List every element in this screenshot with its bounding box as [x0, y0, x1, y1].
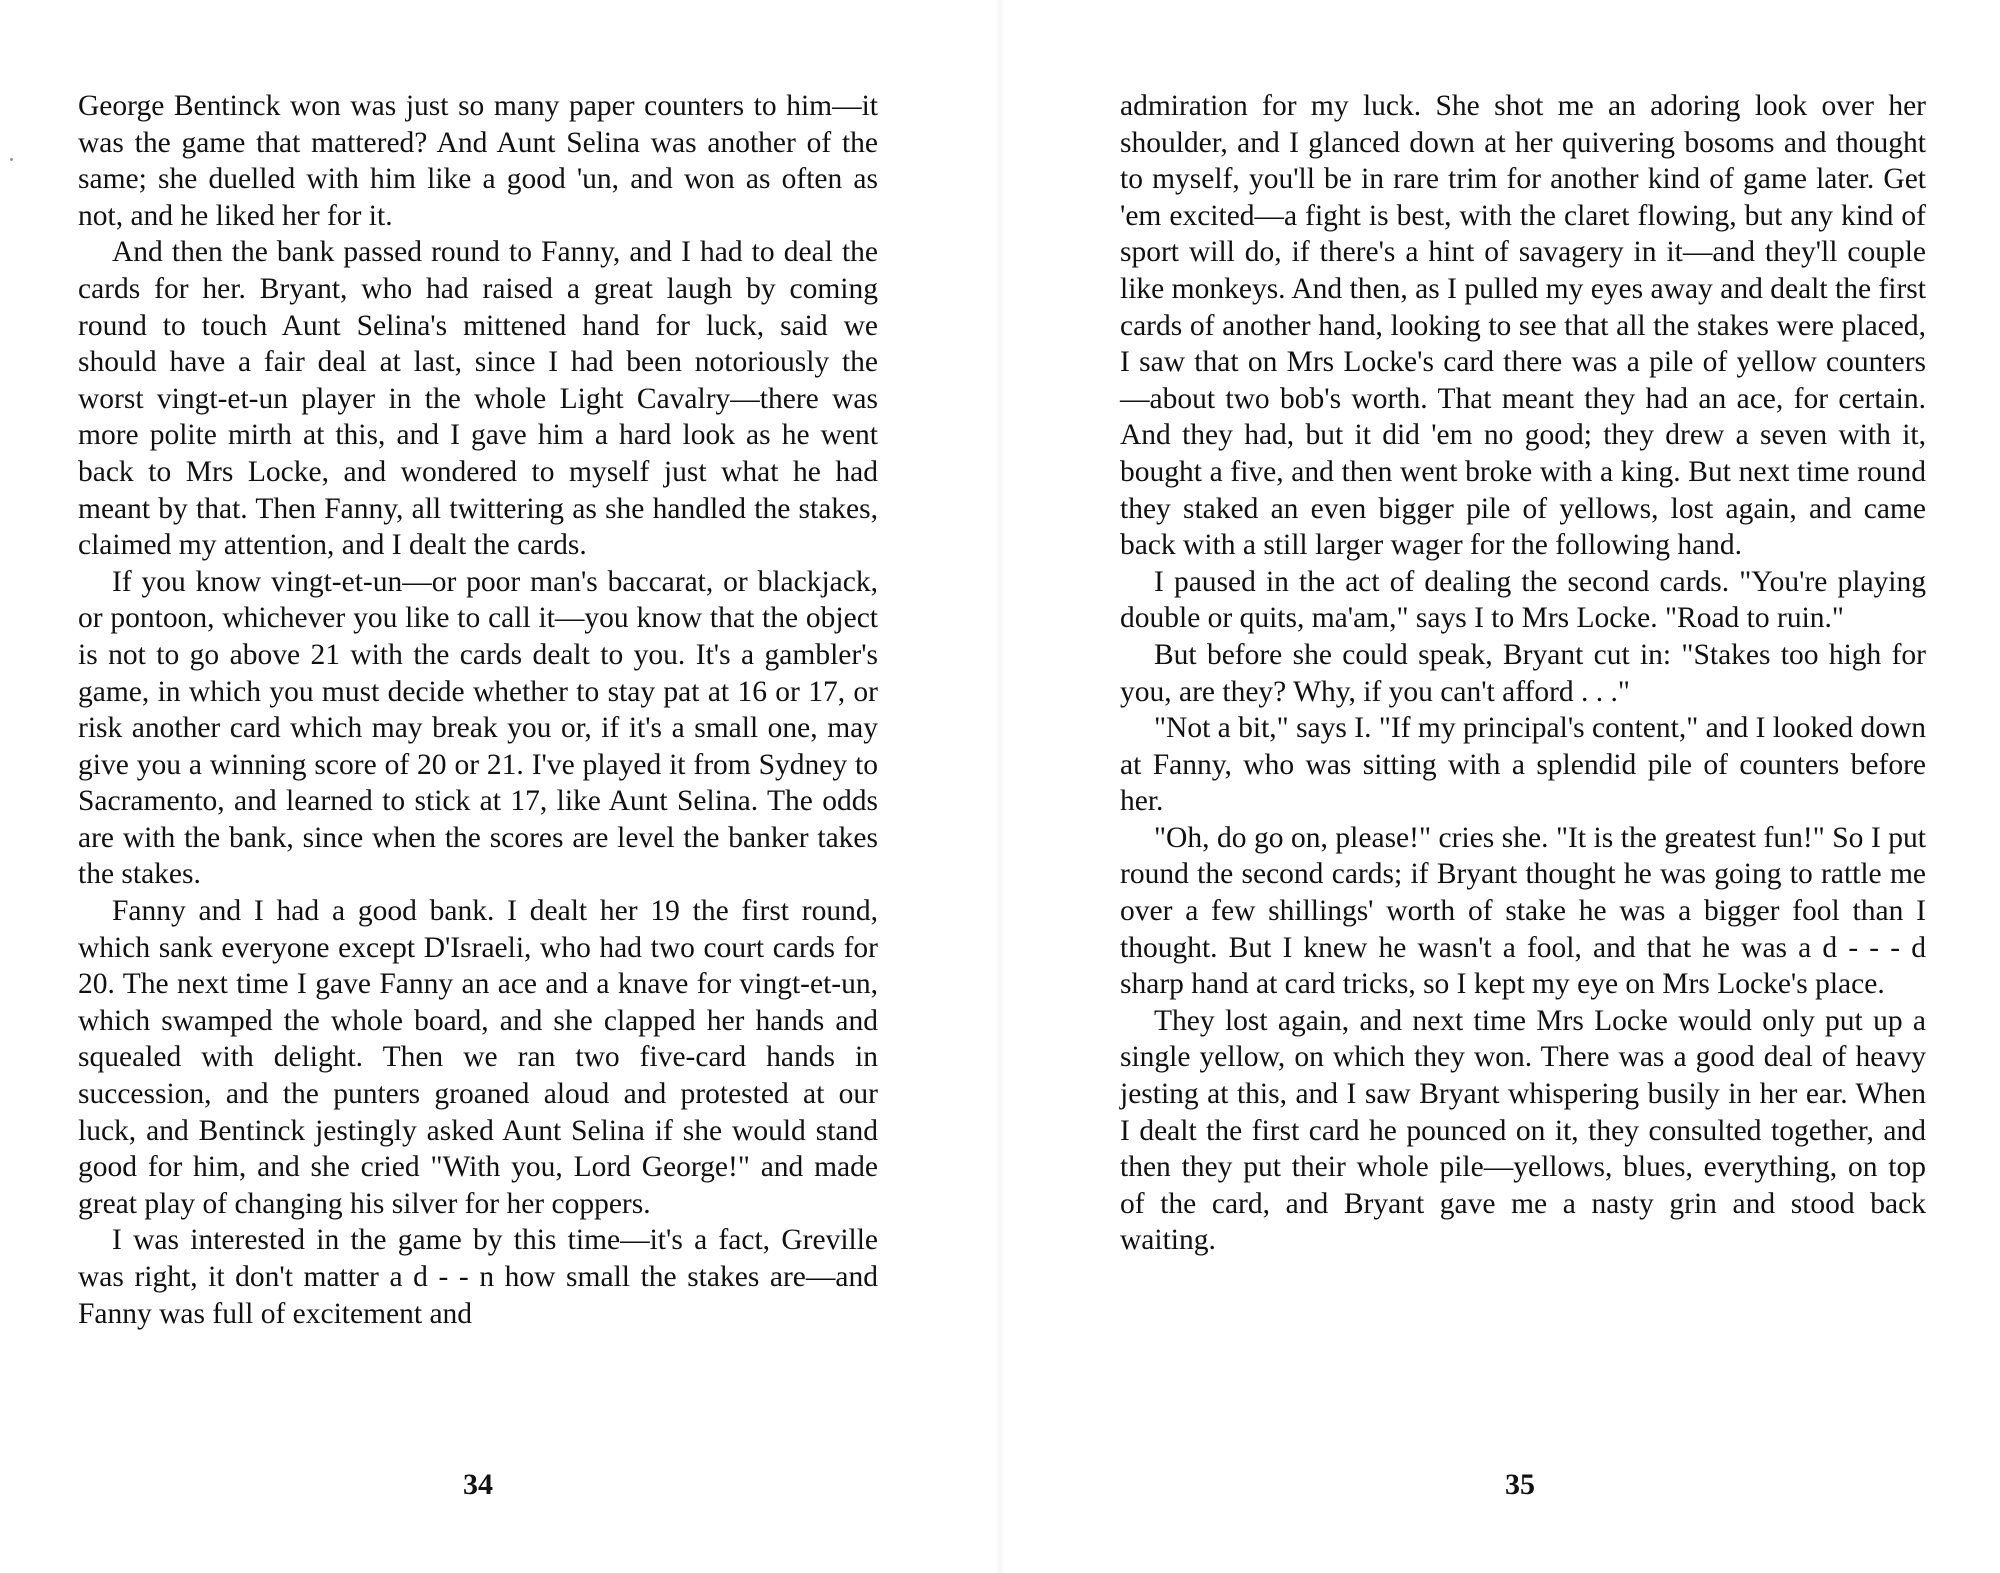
page-number-right: 35 [1505, 1468, 1535, 1501]
book-gutter [995, 0, 1005, 1573]
page-number-left: 34 [463, 1468, 493, 1501]
paragraph: admiration for my luck. She shot me an adoring look over her shoulder, and I glanced down at her quivering bosoms and thought to myself, you'll be in rare trim for another kind of game later. Get 'em excited—a fight is best, with the claret flowing, but any kind of sport will do, if there's a hint of savagery in it—and they'll couple like monkeys. And then, as I pulled my eyes away and dealt the first cards of another hand, looking to see that all the stakes were placed, I saw that on Mrs Locke's card there was a pile of yellow counters—about two bob's worth. That meant they had an ace, for certain. And they had, but it did 'em no good; they drew a seven with it, bought a five, and then went broke with a king. But next time round they staked an even bigger pile of yellows, lost again, and came back with a still larger wager for the following hand. [1120, 90, 1926, 562]
paragraph: Fanny and I had a good bank. I dealt her 19 the first round, which sank everyone except D'Israeli, who had two court cards for 20. The next time I gave Fanny an ace and a knave for vingt-et-un, which swamped the whole board, and she clapped her hands and squealed with delight. Then we ran two five-card hands in succession, and the punters groaned aloud and protested at our luck, and Bentinck jestingly asked Aunt Selina if she would stand good for him, and she cried "With you, Lord George!" and made great play of changing his silver for her coppers. [78, 895, 878, 1220]
left-page-text [78, 88, 878, 1332]
paragraph: I paused in the act of dealing the second cards. "You're playing double or quits, ma'am," says I to Mrs Locke. "Road to ruin." [1120, 565, 1926, 635]
left-page [78, 88, 878, 1501]
paragraph: And then the bank passed round to Fanny, and I had to deal the cards for her. Bryant, who had raised a great laugh by coming round to touch Aunt Selina's mittened hand for luck, said we should have a fair deal at last, since I had been notoriously the worst vingt-et-un player in the whole Light Cavalry—there was more polite mirth at this, and I gave him a hard look as he went back to Mrs Locke, and wondered to myself just what he had meant by that. Then Fanny, all twittering as she handled the stakes, claimed my attention, and I dealt the cards. [78, 236, 878, 562]
paper-speck [10, 158, 13, 161]
right-page-text [1120, 88, 1926, 1259]
paragraph: I was interested in the game by this time—it's a fact, Greville was right, it don't matter a d - - n how small the stakes are—and Fanny was full of excitement and [78, 1224, 878, 1330]
paragraph: But before she could speak, Bryant cut in: "Stakes too high for you, are they? Why, if you can't afford . . ." [1120, 638, 1926, 708]
paragraph: If you know vingt-et-un—or poor man's baccarat, or blackjack, or pontoon, whichever you like to call it—you know that the object is not to go above 21 with the cards dealt to you. It's a gambler's game, in which you must decide whether to stay pat at 16 or 17, or risk another card which may break you or, if it's a small one, may give you a winning score of 20 or 21. I've played it from Sydney to Sacramento, and learned to stick at 17, like Aunt Selina. The odds are with the bank, since when the scores are level the banker takes the stakes. [78, 565, 878, 891]
paragraph: They lost again, and next time Mrs Locke would only put up a single yellow, on which they won. There was a good deal of heavy jesting at this, and I saw Bryant whispering busily in her ear. When I dealt the first card he pounced on it, they consulted together, and then they put their whole pile—yellows, blues, everything, on top of the card, and Bryant gave me a nasty grin and stood back waiting. [1120, 1004, 1926, 1257]
paragraph: "Oh, do go on, please!" cries she. "It is the greatest fun!" So I put round the second cards; if Bryant thought he was going to rattle me over a few shillings' worth of stake he was a bigger fool than I thought. But I knew he wasn't a fool, and that he was a d - - - d sharp hand at card tricks, so I kept my eye on Mrs Locke's place. [1120, 821, 1926, 1001]
paragraph: George Bentinck won was just so many paper counters to him—it was the game that mattered? And Aunt Selina was another of the same; she duelled with him like a good 'un, and won as often as not, and he liked her for it. [78, 90, 878, 232]
paragraph: "Not a bit," says I. "If my principal's content," and I looked down at Fanny, who was sitting with a splendid pile of counters before her. [1120, 712, 1926, 818]
right-page [1120, 88, 1926, 1501]
